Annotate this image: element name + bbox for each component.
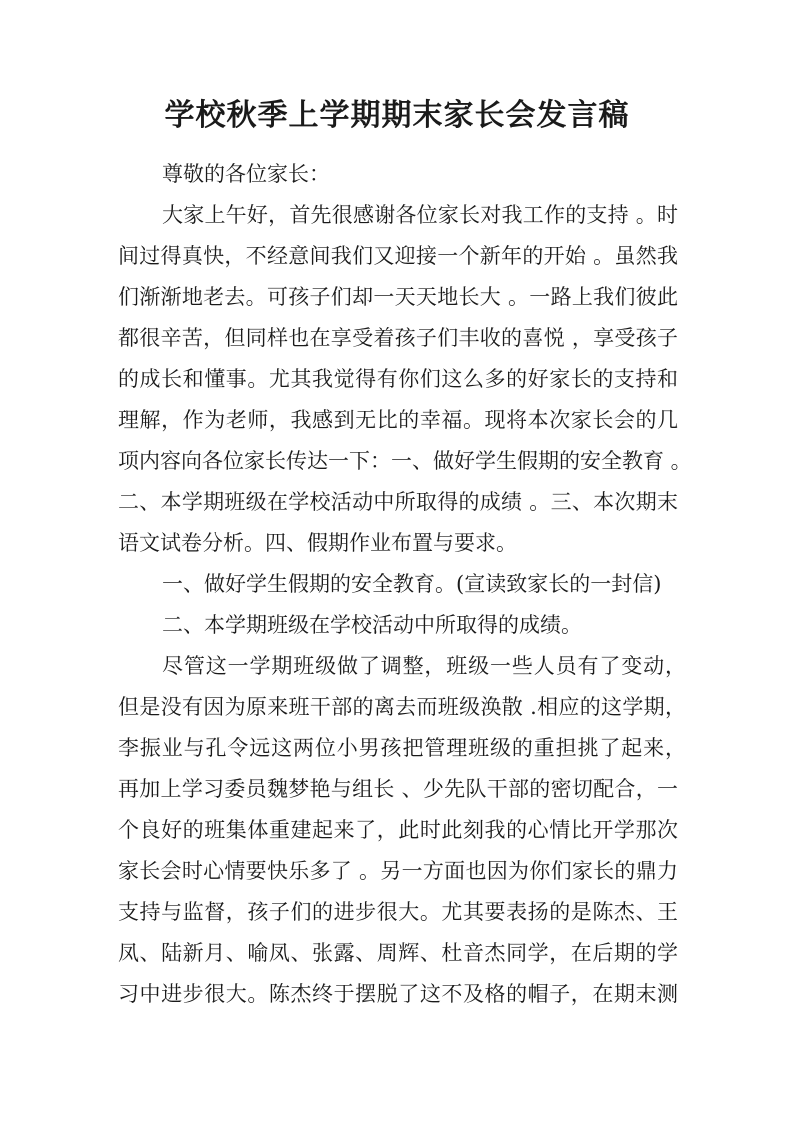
- document-title: 学校秋季上学期期末家长会发言稿: [164, 98, 630, 133]
- paragraph-line: 的成长和懂事。尤其我觉得有你们这么多的好家长的支持和: [118, 367, 678, 391]
- paragraph-line: 但是没有因为原来班干部的离去而班级涣散 .相应的这学期，: [118, 695, 686, 719]
- paragraph-line: 间过得真快，不经意间我们又迎接一个新年的开始 。虽然我: [118, 244, 678, 268]
- paragraph-line: 理解，作为老师，我感到无比的幸福。现将本次家长会的几: [118, 408, 678, 432]
- paragraph-line: 家长会时心情要快乐多了 。另一方面也因为你们家长的鼎力: [118, 859, 678, 883]
- paragraph-line: 都很辛苦，但同样也在享受着孩子们丰收的喜悦 ，享受孩子: [118, 326, 678, 350]
- paragraph-line: 大家上午好，首先很感谢各位家长对我工作的支持 。时: [162, 203, 678, 227]
- salutation-line: 尊敬的各位家长：: [162, 162, 330, 186]
- paragraph-line: 尽管这一学期班级做了调整，班级一些人员有了变动，: [162, 654, 686, 678]
- paragraph-line: 项内容向各位家长传达一下：一、做好学生假期的安全教育 。: [118, 449, 692, 473]
- paragraph-line: 习中进步很大。陈杰终于摆脱了这不及格的帽子，在期末测: [118, 982, 678, 1006]
- paragraph-line: 个良好的班集体重建起来了，此时此刻我的心情比开学那次: [118, 818, 678, 842]
- paragraph-line: 语文试卷分析。四、假期作业布置与要求。: [118, 531, 517, 555]
- paragraph-line: 李振业与孔令远这两位小男孩把管理班级的重担挑了起来，: [118, 736, 686, 760]
- paragraph-line: 二、本学期班级在学校活动中所取得的成绩 。三、本次期末: [118, 490, 678, 514]
- paragraph-line: 们渐渐地老去。可孩子们却一天天地长大 。一路上我们彼此: [118, 285, 678, 309]
- paragraph-line: 凤、陆新月、喻凤、张露、周辉、杜音杰同学，在后期的学: [118, 941, 678, 965]
- paragraph-line: 支持与监督，孩子们的进步很大。尤其要表扬的是陈杰、王: [118, 900, 678, 924]
- section-heading-line: 一、做好学生假期的安全教育。(宣读致家长的一封信): [162, 572, 662, 596]
- section-heading-line: 二、本学期班级在学校活动中所取得的成绩。: [162, 613, 582, 637]
- paragraph-line: 再加上学习委员魏梦艳与组长 、少先队干部的密切配合，一: [118, 777, 678, 801]
